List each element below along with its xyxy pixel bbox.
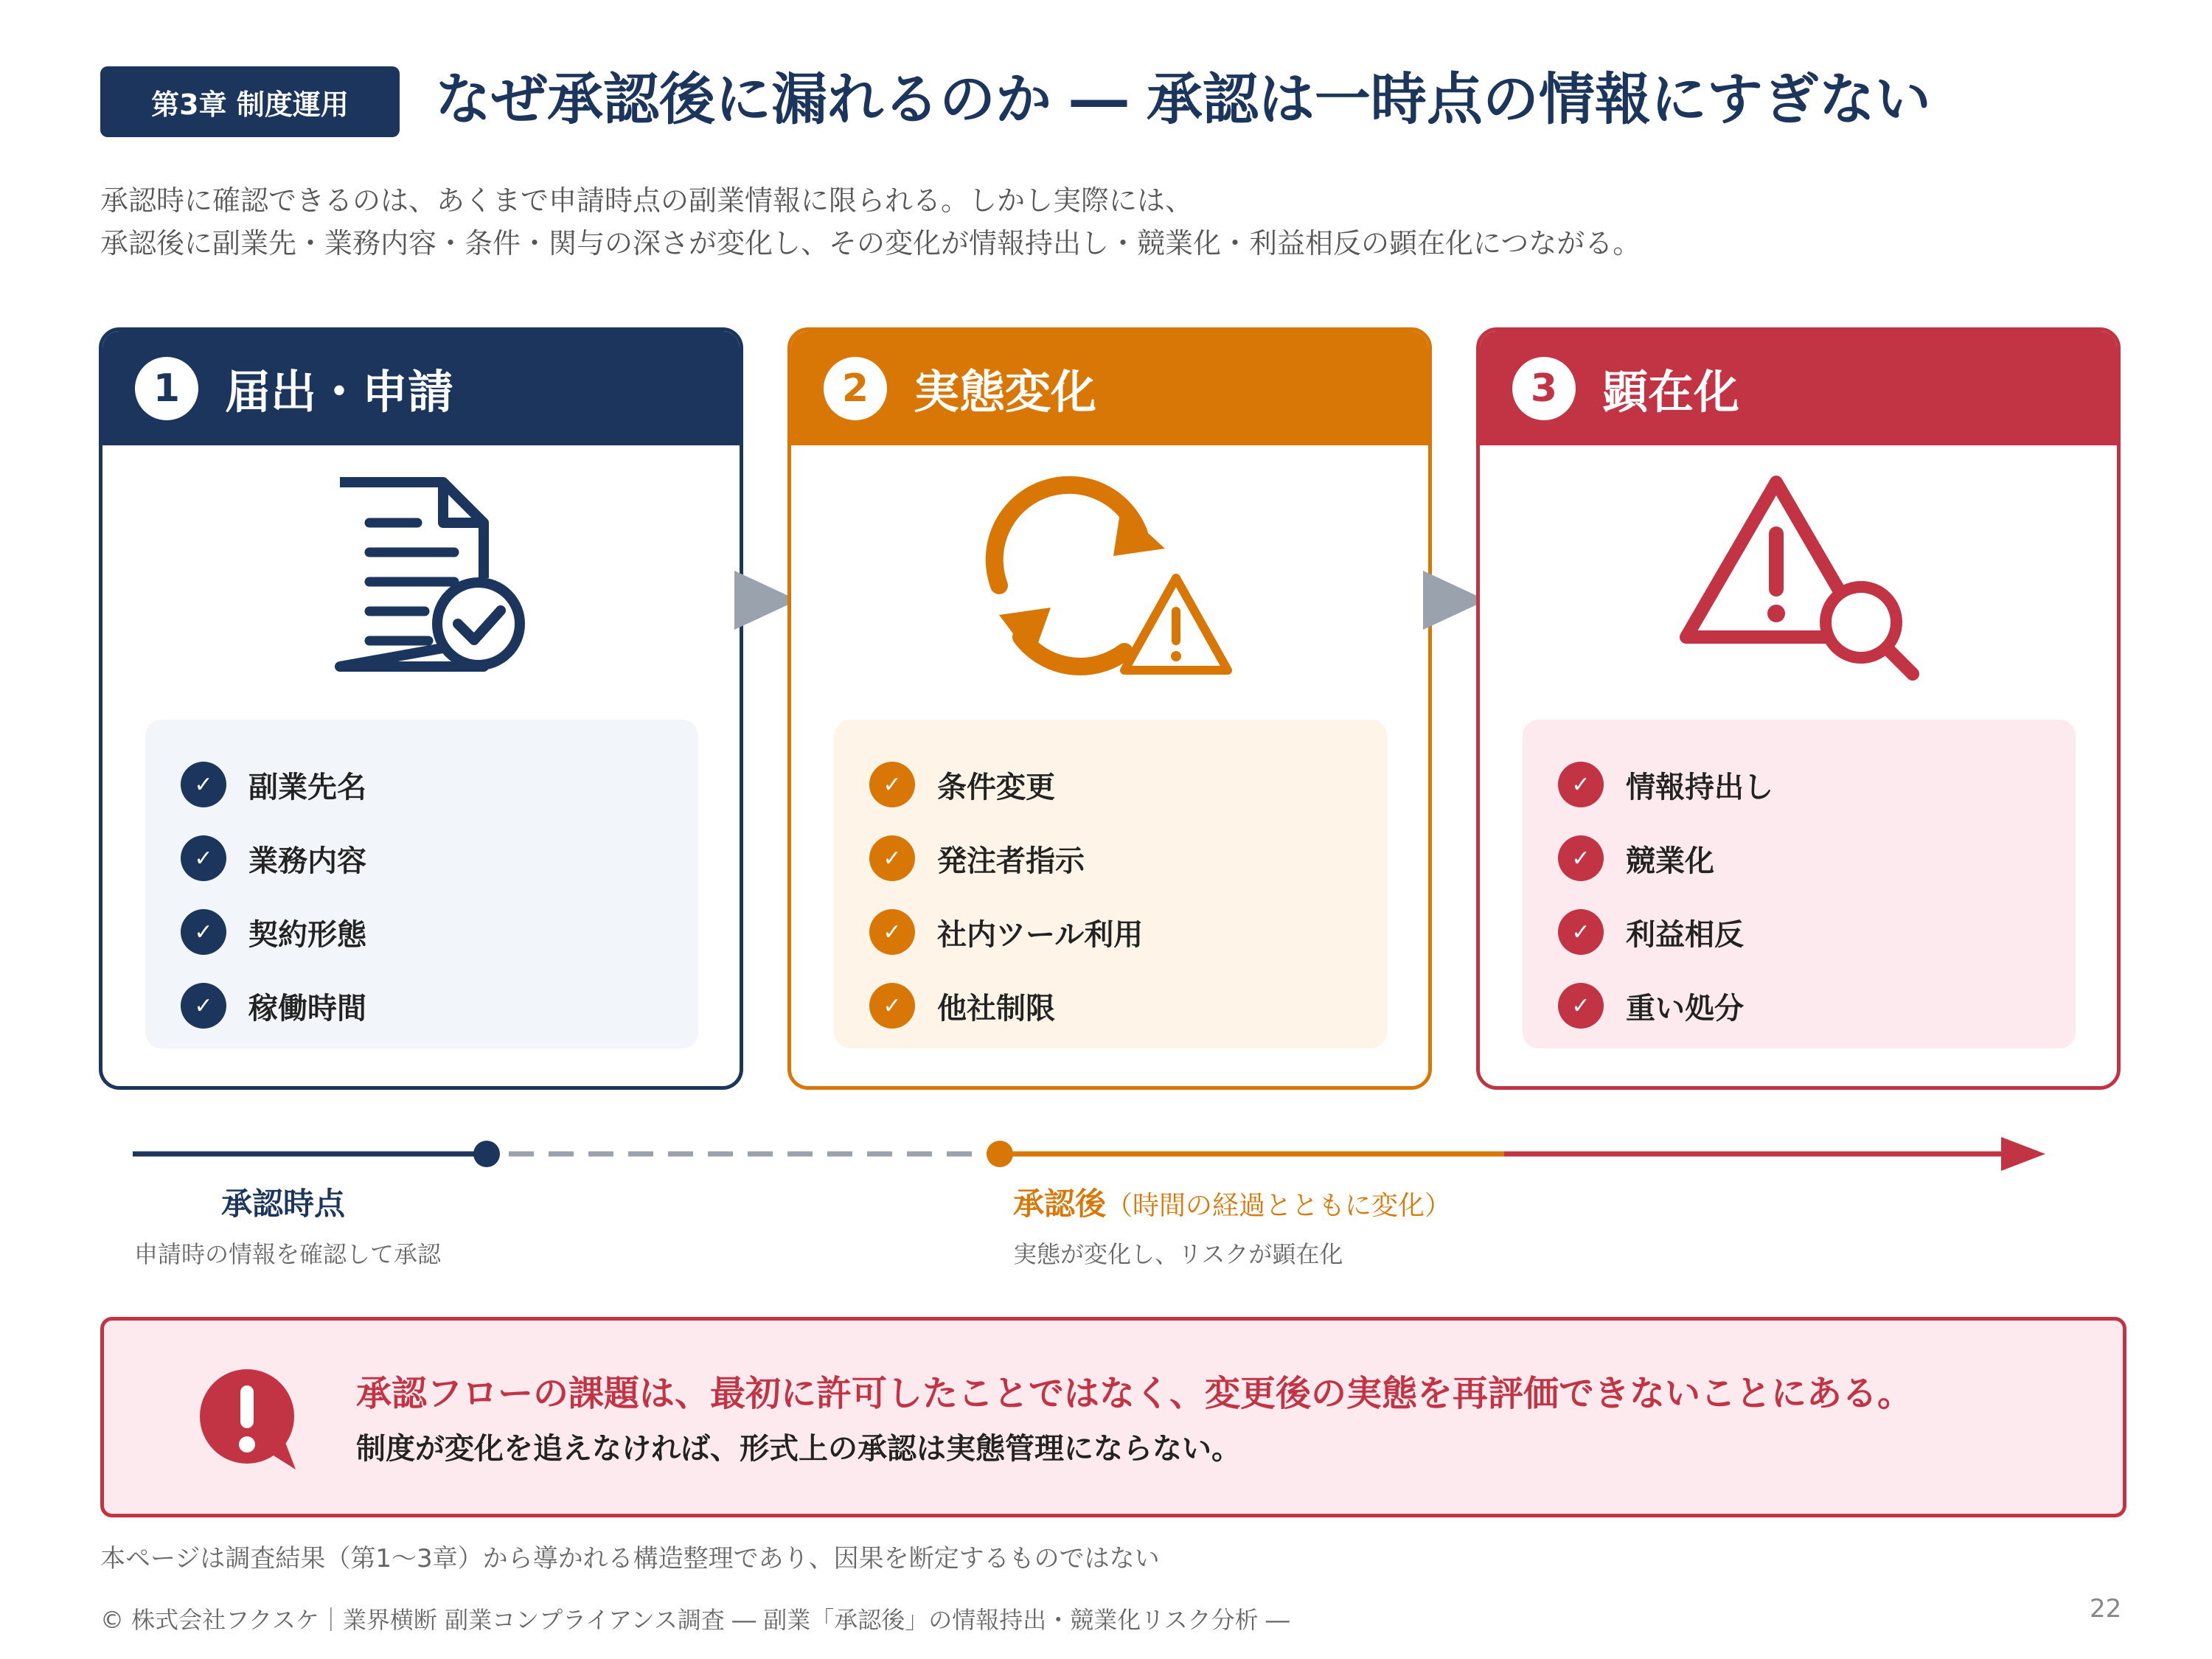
check-icon: ✓ xyxy=(1558,983,1604,1029)
check-icon: ✓ xyxy=(181,835,226,881)
item-label: 条件変更 xyxy=(937,770,1055,804)
timeline-note-after: （時間の経過とともに変化） xyxy=(1106,1191,1452,1221)
list-item xyxy=(1558,895,2076,969)
card-header xyxy=(1480,331,2117,445)
callout-sub-text: 制度が変化を追えなければ、形式上の承認は実態管理にならない。 xyxy=(356,1432,1241,1466)
list-item xyxy=(1558,748,2076,821)
step-number: 2 xyxy=(824,357,887,420)
check-icon: ✓ xyxy=(1558,762,1604,807)
timeline-point-after xyxy=(987,1141,1013,1167)
item-label: 契約形態 xyxy=(248,917,366,952)
item-label: 情報持出し xyxy=(1626,770,1773,804)
intro-line-1: 承認時に確認できるのは、あくまで申請時点の副業情報に限られる。しかし実際には、 xyxy=(100,184,1194,217)
list-item xyxy=(181,748,698,821)
warning-search-icon xyxy=(1673,467,1924,681)
footnote: 本ページは調査結果（第1〜3章）から導かれる構造整理であり、因果を断定するものではない xyxy=(100,1544,1160,1573)
list-item xyxy=(1558,821,2076,895)
card-title: 顕在化 xyxy=(1602,365,1740,419)
timeline-sub-after: 実態が変化し、リスクが顕在化 xyxy=(1013,1240,1343,1268)
timeline-label-after: 承認後 xyxy=(1013,1186,1107,1222)
item-label: 競業化 xyxy=(1626,844,1714,878)
list-item xyxy=(869,821,1387,895)
page-number: 22 xyxy=(2090,1594,2122,1624)
check-icon: ✓ xyxy=(1558,835,1604,881)
check-icon: ✓ xyxy=(181,762,226,807)
refresh-warning-icon xyxy=(970,467,1250,681)
check-icon: ✓ xyxy=(181,909,226,955)
item-label: 利益相反 xyxy=(1626,917,1744,952)
card-application xyxy=(99,327,743,1090)
timeline-label-approval: 承認時点 xyxy=(221,1186,346,1222)
footer-copyright: © 株式会社フクスケ｜業界横断 副業コンプライアンス調査 ― 副業「承認後」の情報持出・競業化リスク分析 ― xyxy=(100,1606,1290,1634)
check-icon: ✓ xyxy=(1558,909,1604,955)
page-title: なぜ承認後に漏れるのか ― 承認は一時点の情報にすぎない xyxy=(435,66,1931,132)
list-item xyxy=(869,969,1387,1043)
timeline xyxy=(0,1121,2212,1187)
step-number: 3 xyxy=(1512,357,1576,420)
timeline-point-approval xyxy=(473,1141,500,1167)
card-change xyxy=(787,327,1432,1090)
item-label: 他社制限 xyxy=(937,991,1055,1026)
exclamation-bubble-icon xyxy=(194,1365,305,1475)
item-label: 副業先名 xyxy=(248,770,366,804)
step-number: 1 xyxy=(135,357,198,420)
intro-line-2: 承認後に副業先・業務内容・条件・関与の深さが変化し、その変化が情報持出し・競業化・利益相反の顕在化につながる。 xyxy=(100,227,1641,260)
card-title: 実態変化 xyxy=(914,365,1097,419)
list-item xyxy=(181,821,698,895)
list-item xyxy=(1558,969,2076,1043)
check-icon: ✓ xyxy=(869,909,915,955)
document-check-icon xyxy=(310,467,532,681)
items-box xyxy=(834,720,1387,1048)
items-box xyxy=(145,720,698,1048)
key-message-callout xyxy=(100,1317,2126,1517)
item-label: 業務内容 xyxy=(248,844,366,878)
timeline-label-after-wrap xyxy=(1013,1180,1451,1224)
item-label: 発注者指示 xyxy=(937,844,1085,878)
item-label: 社内ツール利用 xyxy=(937,917,1144,952)
card-header xyxy=(791,331,1428,445)
card-header xyxy=(102,331,740,445)
list-item xyxy=(181,969,698,1043)
check-icon: ✓ xyxy=(869,983,915,1029)
item-label: 重い処分 xyxy=(1626,991,1744,1026)
timeline-arrowhead-icon xyxy=(2001,1137,2045,1171)
card-title: 届出・申請 xyxy=(225,365,454,419)
chapter-badge: 第3章 制度運用 xyxy=(100,66,400,137)
check-icon: ✓ xyxy=(869,762,915,807)
check-icon: ✓ xyxy=(869,835,915,881)
card-manifestation xyxy=(1476,327,2121,1090)
check-icon: ✓ xyxy=(181,983,226,1029)
list-item xyxy=(869,748,1387,821)
timeline-sub-approval: 申請時の情報を確認して承認 xyxy=(134,1240,442,1268)
list-item xyxy=(869,895,1387,969)
items-box xyxy=(1523,720,2076,1048)
list-item xyxy=(181,895,698,969)
callout-main-text: 承認フローの課題は、最初に許可したことではなく、変更後の実態を再評価できないことにある。 xyxy=(356,1373,1913,1414)
item-label: 稼働時間 xyxy=(248,991,366,1026)
